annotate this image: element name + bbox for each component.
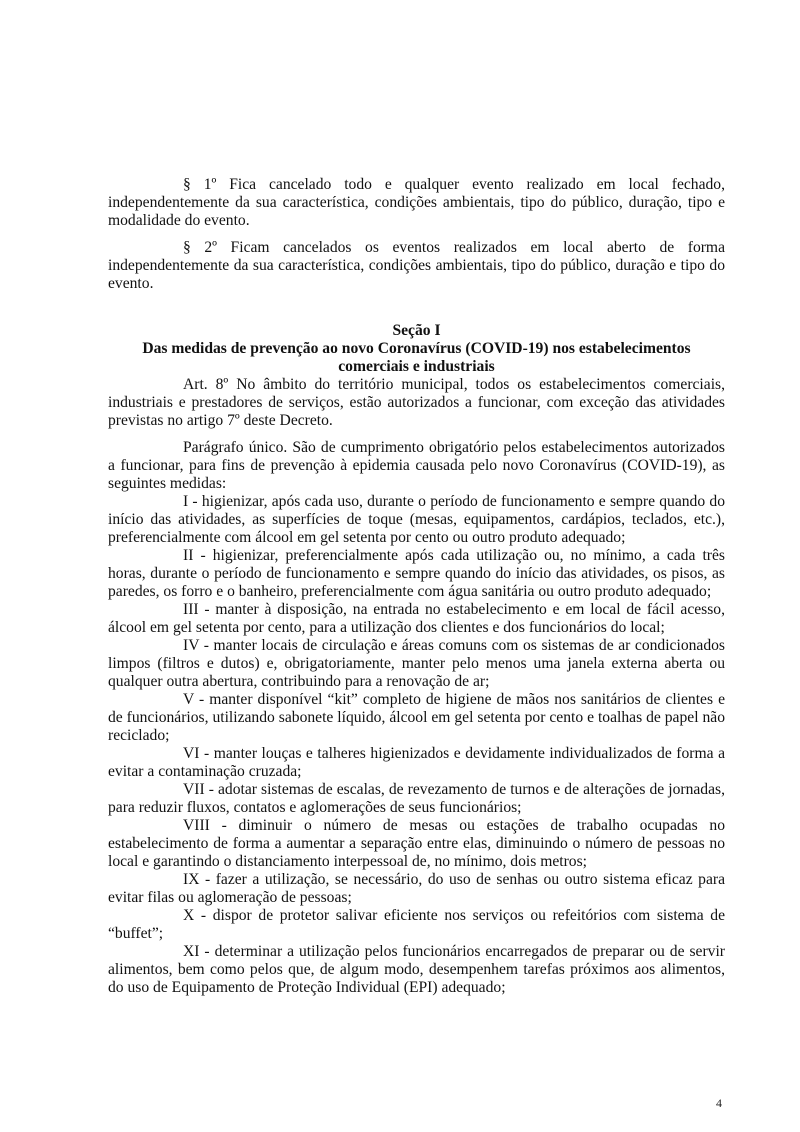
document-page [108, 176, 725, 997]
list-item: I - higienizar, após cada uso, durante o período de funcionamento e sempre quando do início das atividades, as superfícies de toque (mesas, equipamentos, cardápios, teclados, etc.), preferencialmente com álcool em gel setenta por cento ou outro produto adequado; [108, 493, 725, 546]
list-item: V - manter disponível “kit” completo de higiene de mãos nos sanitários de clientes e de funcionários, utilizando sabonete líquido, álcool em gel setenta por cento e toalhas de papel não reciclado; [108, 691, 725, 744]
article-8: Art. 8º No âmbito do território municipal, todos os estabelecimentos comerciais, industriais e prestadores de serviços, estão autorizados a funcionar, com exceção das atividades previstas no artigo 7º deste Decreto. [108, 376, 725, 429]
list-item: VIII - diminuir o número de mesas ou estações de trabalho ocupadas no estabelecimento de forma a aumentar a separação entre elas, diminuindo o número de pessoas no local e garantindo o distanciamento interpessoal de, no mínimo, dois metros; [108, 817, 725, 870]
paragrafo-unico: Parágrafo único. São de cumprimento obrigatório pelos estabelecimentos autorizados a funcionar, para fins de prevenção à epidemia causada pelo novo Coronavírus (COVID-19), as seguintes medidas: [108, 439, 725, 492]
list-item: II - higienizar, preferencialmente após cada utilização ou, no mínimo, a cada três horas, durante o período de funcionamento e sempre quando do início das atividades, os pisos, as paredes, os forro e o banheiro, preferencialmente com água sanitária ou outro produto adequado; [108, 547, 725, 600]
list-item: VI - manter louças e talheres higienizados e devidamente individualizados de forma a evitar a contaminação cruzada; [108, 745, 725, 780]
paragraph-2: § 2º Ficam cancelados os eventos realizados em local aberto de forma independentemente da sua característica, condições ambientais, tipo do público, duração e tipo do evento. [108, 239, 725, 292]
list-item: IV - manter locais de circulação e áreas comuns com os sistemas de ar condicionados limpos (filtros e dutos) e, obrigatoriamente, manter pelo menos uma janela externa aberta ou qualquer outra abertura, contribuindo para a renovação de ar; [108, 637, 725, 690]
section-subtitle: Das medidas de prevenção ao novo Coronavírus (COVID-19) nos estabelecimentos comerciais e industriais [142, 340, 691, 375]
section-heading [108, 322, 725, 376]
section-title: Seção I [392, 322, 441, 339]
paragraph-1: § 1º Fica cancelado todo e qualquer evento realizado em local fechado, independentemente da sua característica, condições ambientais, tipo do público, duração, tipo e modalidade do evento. [108, 176, 725, 229]
list-item: XI - determinar a utilização pelos funcionários encarregados de preparar ou de servir alimentos, bem como pelos que, de algum modo, desempenhem tarefas próximos aos alimentos, do uso de Equipamento de Proteção Individual (EPI) adequado; [108, 943, 725, 996]
list-item: IX - fazer a utilização, se necessário, do uso de senhas ou outro sistema eficaz para evitar filas ou aglomeração de pessoas; [108, 871, 725, 906]
list-item: III - manter à disposição, na entrada no estabelecimento e em local de fácil acesso, álcool em gel setenta por cento, para a utilização dos clientes e dos funcionários do local; [108, 601, 725, 636]
page-number: 4 [716, 1096, 722, 1110]
list-item: X - dispor de protetor salivar eficiente nos serviços ou refeitórios com sistema de “buffet”; [108, 907, 725, 942]
list-item: VII - adotar sistemas de escalas, de revezamento de turnos e de alterações de jornadas, para reduzir fluxos, contatos e aglomerações de seus funcionários; [108, 781, 725, 816]
